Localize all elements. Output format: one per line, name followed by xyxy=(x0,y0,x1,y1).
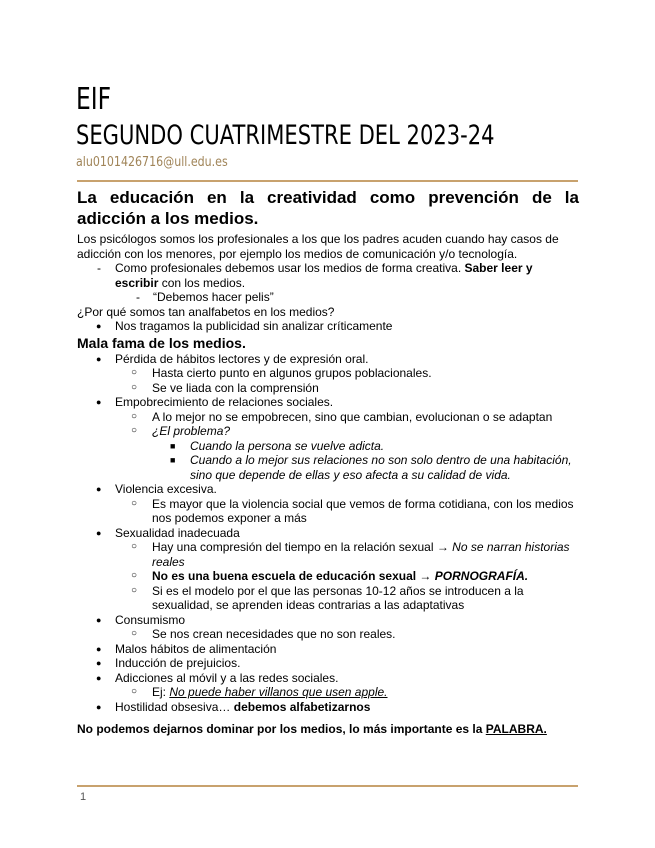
list-item: ○ Se nos crean necesidades que no son reales. xyxy=(131,627,396,641)
list-item: ○ Hasta cierto punto en algunos grupos poblacionales. xyxy=(131,366,432,380)
sublist xyxy=(152,439,579,483)
dash-subitem-text: “Debemos hacer pelis” xyxy=(153,290,274,304)
list-item: ● Hostilidad obsesiva… debemos alfabetizarnos xyxy=(96,699,371,714)
bullet-icon: ● xyxy=(96,701,102,712)
square-bullet-icon: ■ xyxy=(170,455,176,465)
circle-bullet-icon: ○ xyxy=(131,584,138,596)
conclusion-text: No podemos dejarnos dominar por los medios, lo más importante es la xyxy=(77,722,486,736)
list-item: ○ ¿El problema? ■ Cuando la persona se vuelve adicta. ■ Cuando a lo mejor sus relaciones no son solo dentro de una habitación, sino que depende de ellas y eso afecta a su calidad de vida. xyxy=(114,424,579,482)
page-number: 1 xyxy=(80,791,87,803)
bullet-icon: ● xyxy=(96,643,102,654)
document-body xyxy=(77,187,579,714)
list-item: ● Pérdida de hábitos lectores y de expresión oral. ○ Hasta cierto punto en algunos grupos poblacionales. ○ Se ve liada con la comprensión xyxy=(77,352,579,396)
list-item: ■ Cuando la persona se vuelve adicta. xyxy=(170,438,385,453)
bullet-icon: ● xyxy=(96,353,102,364)
square-bullet-icon: ■ xyxy=(170,440,176,451)
list-item: ■ Cuando a lo mejor sus relaciones no son solo dentro de una habitación, sino que depende de ellas y eso afecta a su calidad de vida. xyxy=(170,453,572,482)
header-divider xyxy=(77,180,578,182)
circle-bullet-icon: ○ xyxy=(131,367,138,378)
bullet-icon: ● xyxy=(96,397,102,407)
circle-bullet-icon: ○ xyxy=(131,410,138,422)
circle-bullet-icon: ○ xyxy=(131,381,138,393)
document-title: La educación en la creatividad como prevención de la adicción a los medios. xyxy=(77,188,579,228)
sublist xyxy=(115,685,579,700)
list-item: ○ Ej: No puede haber villanos que usen apple. xyxy=(131,685,388,699)
circle-bullet-icon: ○ xyxy=(131,628,138,639)
list-item: ● Sexualidad inadecuada ○ Hay una compresión del tiempo en la relación sexual → No se narran historias reales ○ No es una buena escuela de educación sexual → PORNOGRAFÍA. ○ Si es el modelo por el que las personas 10-12 años se introducen a la sexualidad, se aprenden ideas contrarias a las adaptativas xyxy=(77,526,579,613)
list-item: ○ Si es el modelo por el que las personas 10-12 años se introducen a la sexualidad, se aprenden ideas contrarias a las adaptativas xyxy=(131,583,524,612)
bullet-icon: ● xyxy=(96,672,102,683)
bullet-icon: ● xyxy=(96,321,102,331)
dash-subitem xyxy=(77,290,579,305)
question-list xyxy=(77,319,579,334)
course-term: SEGUNDO CUATRIMESTRE DEL 2023-24 xyxy=(76,120,495,151)
section-heading: Mala fama de los medios. xyxy=(77,334,246,351)
circle-bullet-icon: ○ xyxy=(131,425,138,436)
question-line: ¿Por qué somos tan analfabetos en los medios? xyxy=(77,304,335,319)
list-item: ● Consumismo ○ Se nos crean necesidades que no son reales. xyxy=(77,613,579,642)
circle-bullet-icon: ○ xyxy=(131,686,138,697)
list-item: ● Nos tragamos la publicidad sin analizar críticamente xyxy=(96,319,393,333)
sublist xyxy=(115,410,579,483)
dash-item-tail: con los medios. xyxy=(158,275,246,290)
list-item: ○ Es mayor que la violencia social que vemos de forma cotidiana, con los medios nos podemos exponer a más xyxy=(131,496,574,525)
circle-bullet-icon: ○ xyxy=(131,541,138,552)
circle-bullet-icon: ○ xyxy=(131,570,138,581)
sublist xyxy=(115,366,579,395)
list-item: ● Malos hábitos de alimentación xyxy=(96,641,277,656)
list-item: ○ Se ve liada con la comprensión xyxy=(131,380,319,395)
example-link[interactable]: No puede haber villanos que usen apple. xyxy=(169,685,388,699)
footer-divider xyxy=(77,785,578,787)
list-item: ○ No es una buena escuela de educación sexual → PORNOGRAFÍA. xyxy=(131,569,529,583)
bullet-icon: ● xyxy=(96,527,102,538)
list-item: ● Empobrecimiento de relaciones sociales. ○ A lo mejor no se empobrecen, sino que cambian, evolucionan o se adaptan ○ ¿El problema? ■ Cuando la persona se vuelve adicta. ■ Cuando a lo mejor sus relaciones no son solo dentro de una habitación, sino que depende de ellas y eso afecta a su calidad de vida. xyxy=(77,395,579,482)
bullet-icon: ● xyxy=(96,658,102,668)
dash-item xyxy=(77,261,579,290)
dash-item-text: Como profesionales debemos usar los medios de forma creativa. xyxy=(115,261,465,275)
list-item: ● Adicciones al móvil y a las redes sociales. ○ Ej: No puede haber villanos que usen apple. xyxy=(77,671,579,700)
bullet-icon: ● xyxy=(96,484,102,494)
dash-marker: - xyxy=(136,290,140,304)
sublist xyxy=(115,627,579,642)
list-item: ○ Hay una compresión del tiempo en la relación sexual → No se narran historias reales xyxy=(131,540,570,569)
course-code: EIF xyxy=(76,82,112,117)
dash-item-bold: Saber leer y escribir xyxy=(115,261,533,290)
list-item: ● Violencia excesiva. ○ Es mayor que la violencia social que vemos de forma cotidiana, con los medios nos podemos exponer a más xyxy=(77,482,579,526)
list-item: ○ A lo mejor no se empobrecen, sino que cambian, evolucionan o se adaptan xyxy=(131,409,553,424)
sublist xyxy=(115,540,579,613)
sublist xyxy=(115,497,579,526)
intro-paragraph: Los psicólogos somos los profesionales a los que los padres acuden cuando hay casos de adicción con los menores, por ejemplo los medios de comunicación y/o tecnología. xyxy=(77,232,559,261)
reasons-list xyxy=(77,352,579,715)
bullet-icon: ● xyxy=(96,614,102,625)
conclusion-line xyxy=(77,722,547,736)
dash-marker: - xyxy=(97,261,101,275)
list-item: ● Inducción de prejuicios. xyxy=(96,656,241,670)
author-email: alu0101426716@ull.edu.es xyxy=(76,155,228,170)
conclusion-keyword: PALABRA. xyxy=(485,722,547,736)
circle-bullet-icon: ○ xyxy=(131,497,138,509)
